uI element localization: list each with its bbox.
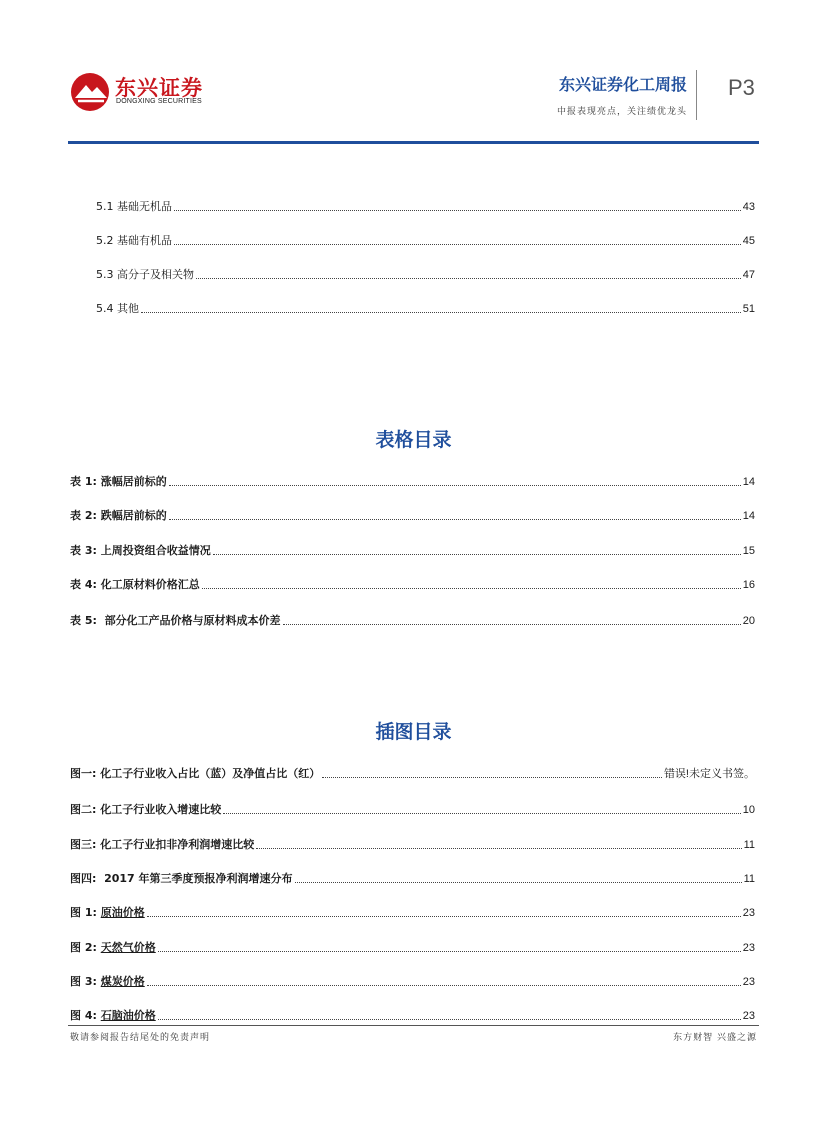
table-prefix: 表 3: [70, 544, 97, 557]
report-subtitle: 中报表现亮点，关注绩优龙头 [556, 107, 687, 117]
dot-leader [169, 519, 741, 520]
figure-toc-page: 23 [742, 942, 755, 954]
toc-entry-label: 5.2 基础有机品 [96, 234, 172, 247]
figure-prefix: 图 2: [70, 941, 97, 954]
figure-title: 原油价格 [100, 906, 145, 919]
table-toc-entry[interactable] [70, 576, 755, 592]
figure-toc-label [70, 975, 145, 989]
dot-leader [158, 951, 741, 952]
figure-toc-entry[interactable] [70, 801, 755, 817]
logo-english-name: DONGXING SECURITIES [116, 98, 202, 105]
table-toc-label [70, 509, 167, 523]
dot-leader [202, 588, 741, 589]
toc-entry-page: 45 [742, 235, 755, 247]
figure-title: 2017 年第三季度预报净利润增速分布 [104, 872, 293, 885]
toc-entry-page: 43 [742, 201, 755, 213]
footer-rule [68, 1025, 759, 1026]
figure-toc-label [70, 941, 156, 955]
table-toc-page: 14 [742, 510, 755, 522]
figure-toc-entry[interactable] [70, 765, 755, 781]
dot-leader [174, 244, 741, 245]
figure-toc-entry[interactable] [70, 1007, 755, 1023]
dot-leader [223, 813, 741, 814]
figure-toc-label [70, 767, 320, 781]
figure-toc-entry[interactable] [70, 870, 755, 886]
toc-entry-page: 47 [742, 269, 755, 281]
company-logo [70, 70, 210, 114]
table-toc-label [70, 544, 211, 558]
dot-leader [147, 985, 741, 986]
figure-prefix: 图四: [70, 872, 97, 885]
toc-entry-label: 5.3 高分子及相关物 [96, 268, 194, 281]
dot-leader [169, 485, 741, 486]
toc-entry[interactable] [96, 300, 755, 316]
figure-prefix: 图 3: [70, 975, 97, 988]
figure-toc-label [70, 872, 293, 886]
dot-leader [174, 210, 741, 211]
logo-chinese-name: 东兴证券 [115, 76, 203, 100]
table-toc-page: 14 [742, 476, 755, 488]
toc-entry-page: 51 [742, 303, 755, 315]
header-rule [68, 141, 759, 144]
table-toc-entry[interactable] [70, 542, 755, 558]
figure-prefix: 图一: [70, 767, 97, 780]
toc-entry[interactable] [96, 198, 755, 214]
header-divider [696, 70, 697, 120]
figure-toc-page: 23 [742, 1010, 755, 1022]
figure-title: 化工子行业收入占比（蓝）及净值占比（红） [100, 767, 321, 780]
figure-title: 化工子行业收入增速比较 [100, 803, 222, 816]
dot-leader [295, 882, 742, 883]
page-number: P3 [728, 75, 755, 100]
figure-toc-page: 10 [742, 804, 755, 816]
dot-leader [256, 848, 741, 849]
table-prefix: 表 2: [70, 509, 97, 522]
table-prefix: 表 5: [70, 614, 97, 627]
figure-toc-entry[interactable] [70, 836, 755, 852]
dot-leader [322, 777, 662, 778]
figure-toc-label [70, 1009, 156, 1023]
figure-title: 煤炭价格 [100, 975, 145, 988]
figure-prefix: 图三: [70, 838, 97, 851]
dot-leader [213, 554, 741, 555]
figure-toc-page: 23 [742, 976, 755, 988]
toc-entry-label: 5.1 基础无机品 [96, 200, 172, 213]
figure-title: 天然气价格 [100, 941, 156, 954]
figure-toc-page: 11 [743, 839, 755, 851]
table-toc-label [70, 475, 167, 489]
table-title: 化工原材料价格汇总 [100, 578, 200, 591]
dot-leader [141, 312, 741, 313]
toc-entry-label: 5.4 其他 [96, 302, 139, 315]
figure-toc-label [70, 838, 254, 852]
figure-title: 石脑油价格 [100, 1009, 156, 1022]
toc-entry[interactable] [96, 232, 755, 248]
table-title: 跌幅居前标的 [100, 509, 167, 522]
figure-toc-page: 23 [742, 907, 755, 919]
figure-toc-page: 错误!未定义书签。 [663, 768, 755, 780]
table-toc-page: 15 [742, 545, 755, 557]
table-title: 涨幅居前标的 [100, 475, 167, 488]
figure-toc-label [70, 803, 221, 817]
table-toc-label [70, 614, 281, 628]
report-title: 东兴证券化工周报 [558, 75, 687, 94]
footer-disclaimer: 敬请参阅报告结尾处的免责声明 [70, 1033, 211, 1043]
figure-prefix: 图 4: [70, 1009, 97, 1022]
table-toc-page: 20 [742, 615, 755, 627]
table-prefix: 表 1: [70, 475, 97, 488]
figure-toc-page: 11 [743, 873, 755, 885]
figure-toc-entry[interactable] [70, 939, 755, 955]
table-toc-label [70, 578, 200, 592]
table-title: 部分化工产品价格与原材料成本价差 [104, 614, 281, 627]
table-toc-entry[interactable] [70, 507, 755, 523]
dot-leader [158, 1019, 741, 1020]
figures-toc-title: 插图目录 [375, 721, 452, 743]
tables-toc-title: 表格目录 [375, 429, 452, 451]
table-toc-entry[interactable] [70, 612, 755, 628]
dot-leader [283, 624, 741, 625]
figure-toc-entry[interactable] [70, 973, 755, 989]
footer-slogan: 东方财智 兴盛之源 [673, 1033, 757, 1043]
figure-toc-label [70, 906, 145, 920]
figure-toc-entry[interactable] [70, 904, 755, 920]
figure-prefix: 图 1: [70, 906, 97, 919]
table-prefix: 表 4: [70, 578, 97, 591]
table-toc-entry[interactable] [70, 473, 755, 489]
table-toc-page: 16 [742, 579, 755, 591]
toc-entry[interactable] [96, 266, 755, 282]
dongxing-logo-icon [70, 72, 112, 112]
dot-leader [196, 278, 741, 279]
figure-prefix: 图二: [70, 803, 97, 816]
figure-title: 化工子行业扣非净利润增速比较 [100, 838, 255, 851]
table-title: 上周投资组合收益情况 [100, 544, 211, 557]
dot-leader [147, 916, 741, 917]
